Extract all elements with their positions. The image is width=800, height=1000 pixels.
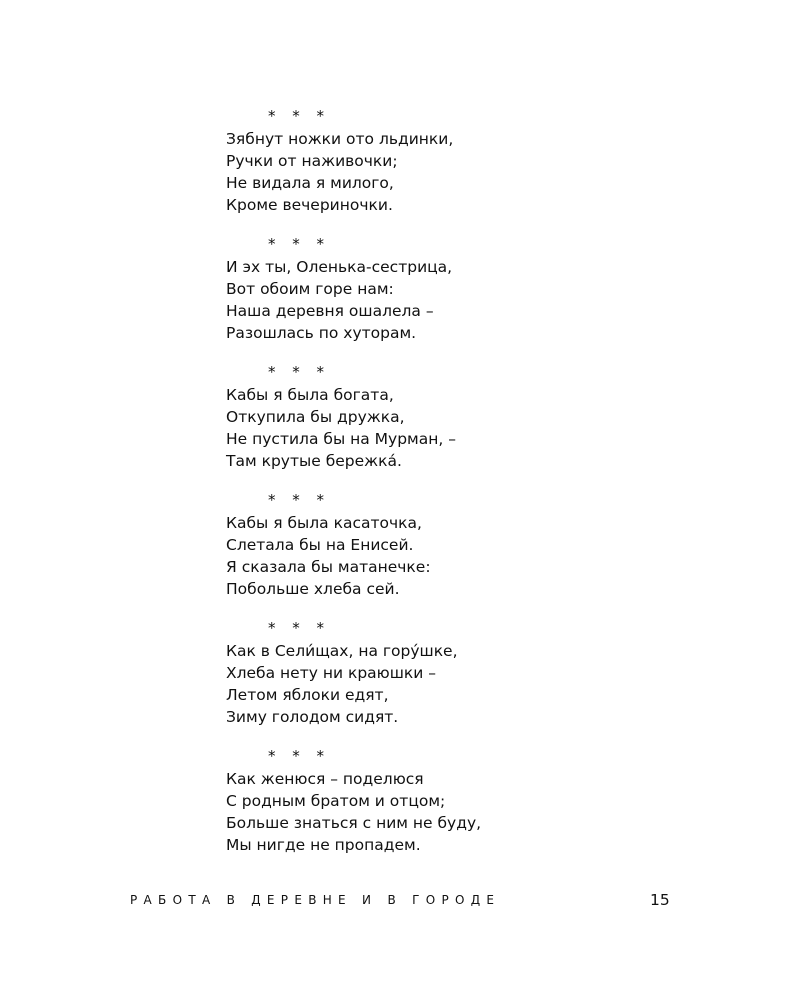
verse-line: Слетала бы на Енисей. <box>226 536 414 554</box>
verse-line: И эх ты, Оленька-сестрица, <box>226 258 453 276</box>
stanza-5 <box>226 616 666 728</box>
verse-line: Зябнут ножки ото льдинки, <box>226 130 454 148</box>
stanza-6 <box>226 744 666 856</box>
verse-line: Вот обоим горе нам: <box>226 280 394 298</box>
stanza-separator: * * * <box>268 363 331 381</box>
stanza-1 <box>226 104 666 216</box>
verse-line: С родным братом и отцом; <box>226 792 446 810</box>
verse-line: Как женюся – поделюся <box>226 770 424 788</box>
verse-line: Кроме вечериночки. <box>226 196 393 214</box>
stanza-3 <box>226 360 666 472</box>
verse-line: Летом яблоки едят, <box>226 686 389 704</box>
verse-line: Разошлась по хуторам. <box>226 324 417 342</box>
verse-line: Побольше хлеба сей. <box>226 580 400 598</box>
verse-line: Больше знаться с ним не буду, <box>226 814 482 832</box>
verse-line: Кабы я была богата, <box>226 386 394 404</box>
verse-line: Я сказала бы матанечке: <box>226 558 431 576</box>
verse-line: Наша деревня ошалела – <box>226 302 434 320</box>
verse-line: Там крутые бережка́. <box>226 452 402 470</box>
stanza-2 <box>226 232 666 344</box>
verse-line: Мы нигде не пропадем. <box>226 836 421 854</box>
verse-line: Откупила бы дружка, <box>226 408 405 426</box>
verse-line: Зиму голодом сидят. <box>226 708 399 726</box>
verse-line: Не пустила бы на Мурман, – <box>226 430 456 448</box>
verse-line: Ручки от наживочки; <box>226 152 398 170</box>
stanza-separator: * * * <box>268 619 331 637</box>
verse-line: Кабы я была касаточка, <box>226 514 422 532</box>
verse-line: Не видала я милого, <box>226 174 394 192</box>
stanza-separator: * * * <box>268 747 331 765</box>
poem-column <box>226 104 666 872</box>
running-title: РАБОТА В ДЕРЕВНЕ И В ГОРОДЕ <box>130 893 501 907</box>
stanza-separator: * * * <box>268 107 331 125</box>
stanza-4 <box>226 488 666 600</box>
stanza-separator: * * * <box>268 491 331 509</box>
stanza-separator: * * * <box>268 235 331 253</box>
verse-line: Хлеба нету ни краюшки – <box>226 664 437 682</box>
verse-line: Как в Сели́щах, на гору́шке, <box>226 642 458 660</box>
page-number: 15 <box>650 891 670 909</box>
